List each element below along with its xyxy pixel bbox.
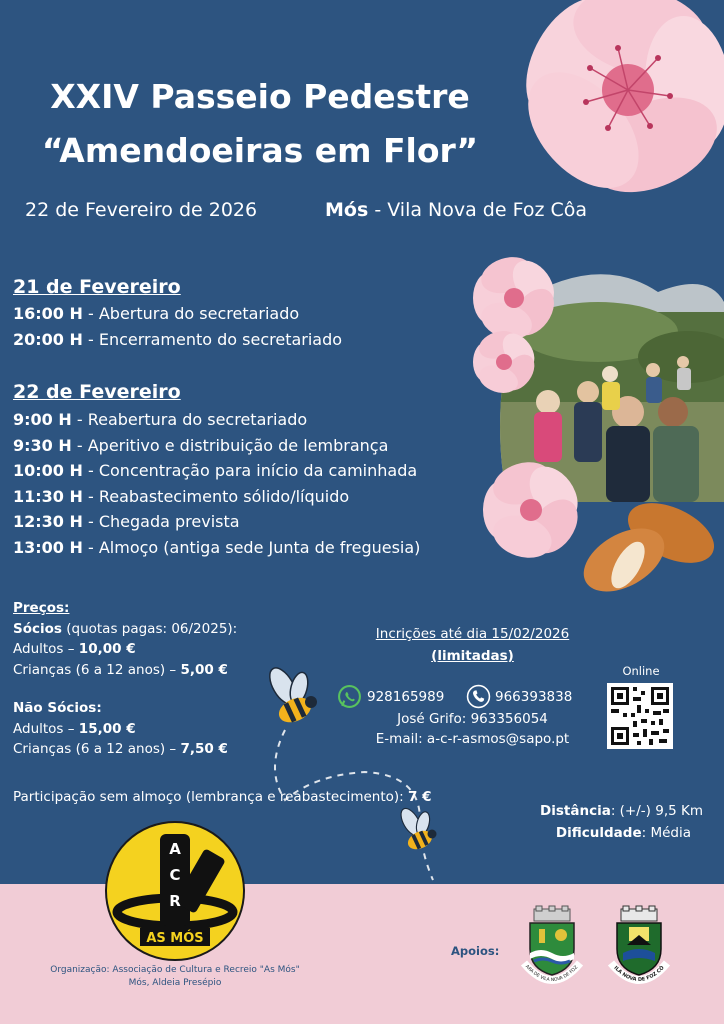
logo-letter-a: A (169, 840, 181, 858)
municipality-crest-1 (516, 905, 588, 993)
schedule-item (13, 407, 420, 433)
distance-info (470, 800, 703, 822)
schedule-text: - Chegada prevista (82, 512, 240, 531)
location-municipality: - Vila Nova de Foz Côa (368, 199, 588, 221)
nonmembers-children-price: 7,50 € (180, 741, 228, 757)
location-village: Mós (325, 199, 369, 221)
schedule-text: - Reabertura do secretariado (71, 410, 308, 429)
blossom-almonds-image (476, 455, 724, 605)
organization-location: Mós, Aldeia Presépio (128, 978, 222, 988)
schedule-text: - Abertura do secretariado (82, 304, 300, 323)
schedule-time: 9:30 H (13, 435, 72, 455)
contact-person: José Grifo: 963356054 (397, 711, 548, 727)
acr-logo (104, 820, 246, 962)
distance-label: Distância (540, 803, 611, 819)
members-adults-price: 10,00 € (78, 641, 136, 657)
nonmembers-label: Não Sócios: (13, 700, 102, 716)
day1-heading: 21 de Fevereiro (13, 276, 181, 298)
prices-heading: Preços: (13, 600, 70, 616)
event-date: 22 de Fevereiro de 2026 (25, 199, 258, 221)
no-lunch-label: Participação sem almoço (lembrança e reabastecimento): (13, 789, 409, 805)
logo-name: AS MÓS (146, 931, 204, 946)
large-blossom-image (498, 0, 724, 222)
schedule-item (13, 535, 420, 561)
registration-qr-code[interactable] (607, 683, 673, 749)
schedule-time: 20:00 H (13, 329, 83, 349)
day2-schedule (13, 407, 420, 560)
schedule-text: - Almoço (antiga sede Junta de freguesia) (82, 537, 421, 557)
logo-letter-c: C (169, 866, 181, 884)
nonmembers-children-label: Crianças (6 a 12 anos) – (13, 741, 181, 757)
difficulty-label: Dificuldade (555, 825, 642, 841)
crest2-text: ILA NOVA DE FOZ CÔ (612, 965, 666, 984)
schedule-item (13, 509, 420, 535)
online-label: Online (622, 664, 660, 678)
schedule-item (13, 484, 420, 510)
day1-schedule (13, 301, 342, 352)
organization-name: Organização: Associação de Cultura e Recreio "As Mós" (50, 965, 300, 975)
schedule-time: 13:00 H (13, 537, 83, 557)
schedule-text: - Encerramento do secretariado (82, 329, 343, 349)
members-note: (quotas pagas: 06/2025): (61, 620, 238, 637)
distance-value: : (+/-) 9,5 Km (610, 803, 703, 819)
event-location (325, 198, 587, 222)
members-adults-label: Adultos – (13, 641, 79, 657)
registration-deadline: Incrições até dia 15/02/2026 (375, 626, 570, 642)
schedule-item (13, 301, 342, 327)
schedule-time: 9:00 H (13, 410, 72, 429)
municipality-crest-2 (603, 905, 675, 993)
schedule-time: 12:30 H (13, 512, 83, 531)
event-title-line2: “Amendoeiras em Flor” (41, 131, 479, 170)
whatsapp-number[interactable]: 928165989 (367, 689, 445, 705)
sponsors-label: Apoios: (451, 944, 500, 958)
registration-limited: (limitadas) (431, 648, 514, 664)
schedule-item (13, 327, 342, 353)
crest1-text: ARA DE VILA NOVA DE FOZ (524, 964, 580, 984)
schedule-text: - Reabastecimento sólido/líquido (82, 486, 350, 506)
members-label: Sócios (13, 620, 62, 637)
schedule-time: 16:00 H (13, 304, 83, 323)
difficulty-value: : Média (641, 825, 691, 841)
day2-heading: 22 de Fevereiro (13, 381, 181, 403)
difficulty-info (470, 822, 691, 844)
prices-section (13, 598, 237, 760)
logo-letter-r: R (169, 892, 181, 910)
contact-email[interactable]: E-mail: a-c-r-asmos@sapo.pt (375, 731, 570, 747)
nonmembers-adults-label: Adultos – (13, 720, 79, 737)
members-children-price: 5,00 € (180, 661, 228, 678)
small-blossoms-image (462, 250, 602, 400)
event-title-line1: XXIV Passeio Pedestre (50, 77, 470, 116)
no-lunch-amount: 7 € (408, 789, 432, 805)
nonmembers-adults-price: 15,00 € (78, 720, 136, 737)
whatsapp-icon (337, 684, 362, 709)
schedule-text: - Aperitivo e distribuição de lembrança (71, 435, 389, 455)
schedule-time: 10:00 H (13, 461, 83, 480)
members-children-label: Crianças (6 a 12 anos) – (13, 661, 181, 678)
phone-number[interactable]: 966393838 (495, 689, 573, 705)
phone-icon (466, 684, 491, 709)
schedule-text: - Concentração para início da caminhada (82, 461, 418, 480)
schedule-item (13, 458, 420, 484)
schedule-item (13, 433, 420, 459)
schedule-time: 11:30 H (13, 486, 83, 506)
